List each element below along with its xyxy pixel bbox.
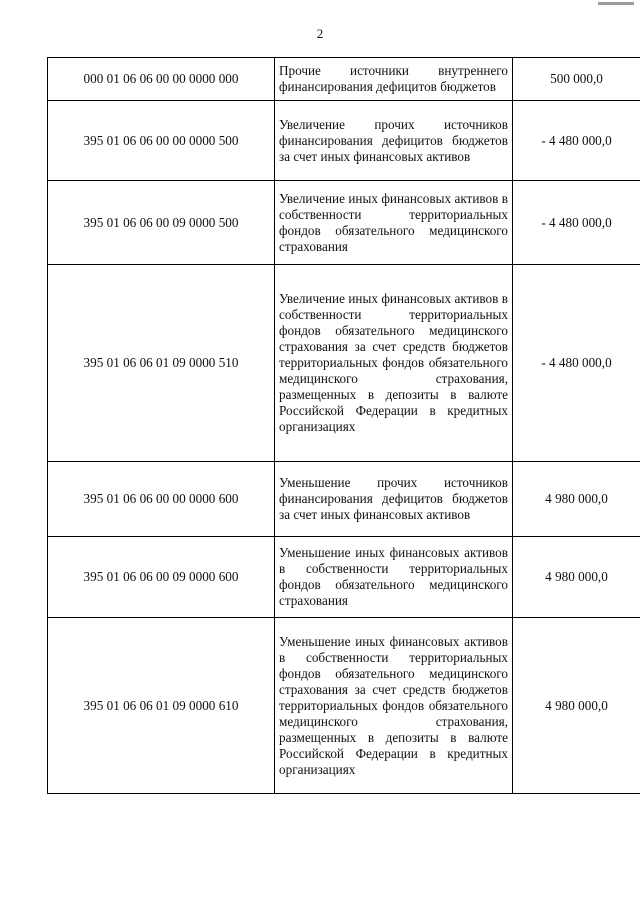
budget-code-cell: 395 01 06 06 01 09 0000 510	[48, 265, 275, 462]
budget-sources-table	[47, 57, 640, 794]
budget-code-cell: 395 01 06 06 00 09 0000 600	[48, 537, 275, 618]
page-number: 2	[316, 26, 324, 41]
amount-cell: - 4 480 000,0	[513, 101, 640, 181]
budget-code-cell: 395 01 06 06 00 00 0000 500	[48, 101, 275, 181]
amount-cell: 4 980 000,0	[513, 618, 640, 794]
description-cell: Уменьшение прочих источников финансирования дефицитов бюджетов за счет иных финансовых активов	[275, 462, 513, 537]
table-row	[48, 537, 640, 618]
scan-mark	[598, 2, 634, 5]
amount-cell: 4 980 000,0	[513, 462, 640, 537]
amount-cell: - 4 480 000,0	[513, 181, 640, 265]
table-row	[48, 181, 640, 265]
budget-code-cell: 395 01 06 06 01 09 0000 610	[48, 618, 275, 794]
table-row	[48, 58, 640, 101]
budget-code-cell: 395 01 06 06 00 09 0000 500	[48, 181, 275, 265]
description-cell: Увеличение иных финансовых активов в собственности территориальных фондов обязательного медицинского страхования	[275, 181, 513, 265]
table-row	[48, 265, 640, 462]
description-cell: Увеличение иных финансовых активов в собственности территориальных фондов обязательного медицинского страхования за счет средств бюджетов территориальных фондов обязательного медицинского страхования, размещенных в депозиты в валюте Российской Федерации в кредитных организациях	[275, 265, 513, 462]
amount-cell: 4 980 000,0	[513, 537, 640, 618]
budget-code-cell: 395 01 06 06 00 00 0000 600	[48, 462, 275, 537]
description-cell: Увеличение прочих источников финансирования дефицитов бюджетов за счет иных финансовых активов	[275, 101, 513, 181]
table-row	[48, 101, 640, 181]
table-row	[48, 462, 640, 537]
amount-cell: - 4 480 000,0	[513, 265, 640, 462]
description-cell: Уменьшение иных финансовых активов в собственности территориальных фондов обязательного медицинского страхования	[275, 537, 513, 618]
table-row	[48, 618, 640, 794]
amount-cell: 500 000,0	[513, 58, 640, 101]
description-cell: Уменьшение иных финансовых активов в собственности территориальных фондов обязательного медицинского страхования за счет средств бюджетов территориальных фондов обязательного медицинского страхования, размещенных в депозиты в валюте Российской Федерации в кредитных организациях	[275, 618, 513, 794]
description-cell: Прочие источники внутреннего финансирования дефицитов бюджетов	[275, 58, 513, 101]
budget-code-cell: 000 01 06 06 00 00 0000 000	[48, 58, 275, 101]
